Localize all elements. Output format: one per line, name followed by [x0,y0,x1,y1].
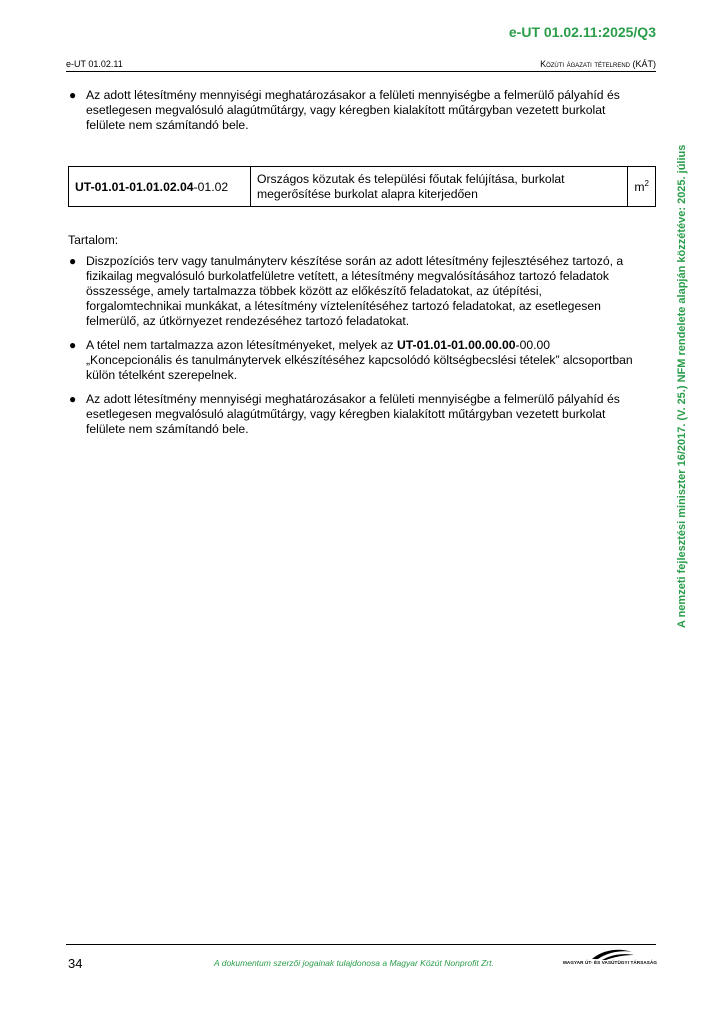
header-left: e-UT 01.02.11 [66,59,123,69]
reference-code-bold: UT-01.01-01.00.00.00 [396,338,516,352]
header-right: Közúti ágazati tételrend (KÁT) [540,59,656,69]
item-description: Országos közutak és települési főutak felújítása, burkolat megerősítése burkolat alapra kiterjedően [251,167,628,207]
logo-text: MAGYAR ÚT- ÉS VASÚTÜGYI TÁRSASÁG [562,960,658,965]
unit-exponent: 2 [644,178,649,188]
list-item-text: Az adott létesítmény mennyiségi meghatározásakor a felületi mennyiségbe a felmerülő pályahíd és esetlegesen megvalósuló alagútműtárgy, vagy kéregben kialakított műtárgyban vezetett burkolat felülete nem számítandó bele. [86,392,620,436]
content-bullet-list [68,254,638,446]
reference-code-suffix: -00.00 [515,338,551,352]
item-table [68,166,656,207]
list-item [68,338,638,383]
footer-copyright: A dokumentum szerzői jogainak tulajdonosa a Magyar Közút Nonprofit Zrt. [214,958,494,968]
society-logo [562,948,658,970]
side-publication-note: A nemzeti fejlesztési miniszter 16/2017. (V. 25.) NFM rendelete alapján közzétéve: 2025. július [676,144,688,628]
list-item [68,88,638,133]
list-item-text: Az adott létesítmény mennyiségi meghatározásakor a felületi mennyiségbe a felmerülő pályahíd és esetlegesen megvalósuló alagútműtárgy, vagy kéregben kialakított műtárgyban vezetett burkolat felülete nem számítandó bele. [86,88,620,132]
bullet-icon: ● [69,254,77,268]
top-bullet-list [68,88,638,142]
bullet-icon: ● [69,392,77,406]
list-item [68,392,638,437]
item-code-bold: UT-01.01-01.01.02.04 [75,179,194,194]
page-number: 34 [68,956,83,971]
header-divider [66,71,656,72]
bullet-icon: ● [69,88,77,102]
list-item [68,254,638,329]
item-unit [628,167,656,207]
content-label: Tartalom: [68,233,119,247]
list-item-rest: „Koncepcionális és tanulmánytervek elkészítéséhez kapcsolódó költségbecslési tételek” alcsoportban külön tételként szerepelnek. [86,353,633,382]
footer-divider [66,944,656,945]
document-code: e-UT 01.02.11:2025/Q3 [508,24,656,40]
list-item-text: Diszpozíciós terv vagy tanulmányterv készítése során az adott létesítmény fejlesztéséhez tartozó, a fizikailag megvalósuló burkolatfelületre vetített, a létesítmény megvalósításához tartozó feladatok összessége, amely tartalmazza többek között az előkészítő feladatokat, az útépítési, forgalomtechnikai munkákat, a létesítmény víztelenítéséhez tartozó feladatokat, az esetlegesen felmerülő, az útkörnyezet rendezéséhez tartozó feladatokat. [86,254,624,328]
item-code [69,167,251,207]
bullet-icon: ● [69,338,77,352]
table-row [69,167,656,207]
list-item-prefix: A tétel nem tartalmazza azon létesítményeket, melyek az [86,338,397,352]
item-code-suffix: -01.02 [193,179,229,194]
unit-base: m [634,180,645,195]
